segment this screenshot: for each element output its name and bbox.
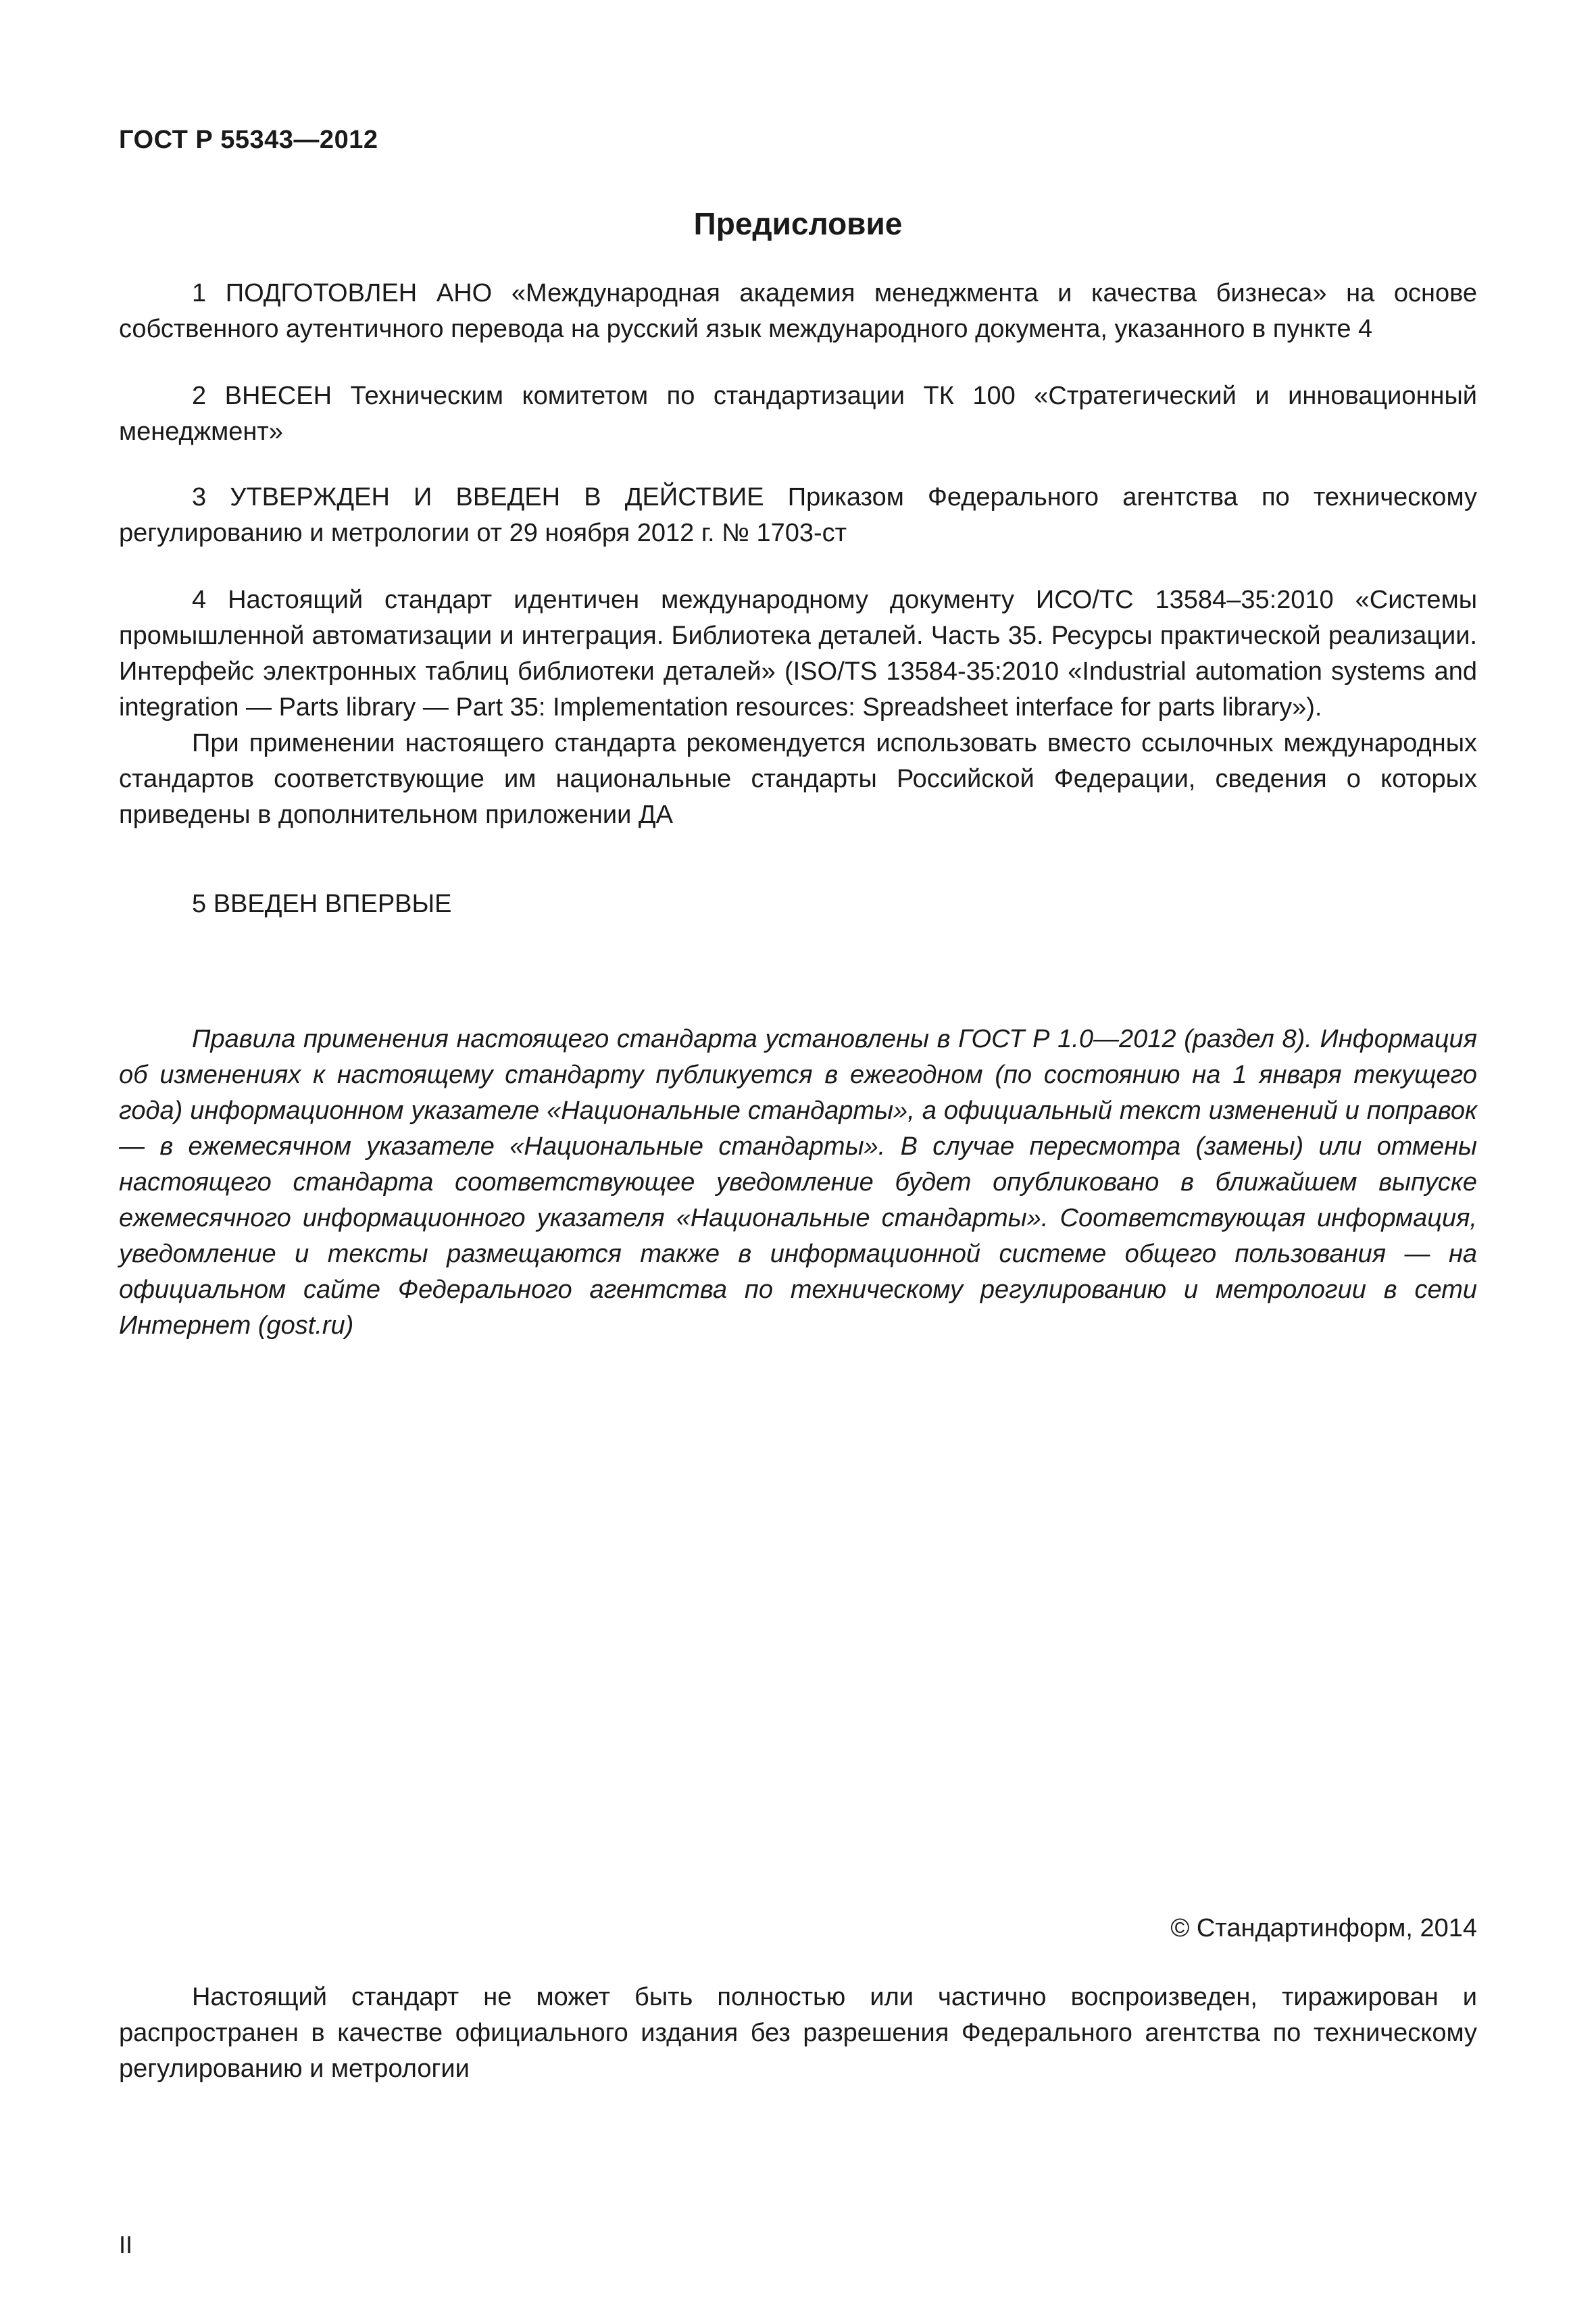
copyright-line: © Стандартинформ, 2014	[1170, 1914, 1477, 1942]
document-code: ГОСТ Р 55343—2012	[119, 126, 378, 154]
item-4-paragraph: 4 Настоящий стандарт идентичен международному документу ИСО/ТС 13584–35:2010 «Системы промышленной автоматизации и интеграция. Библиотека деталей. Часть 35. Ресурсы практической реализации. Интерфейс электронных таблиц библиотеки деталей» (ISO/TS 13584-35:2010 «Industrial automation systems and integration — Parts library — Part 35: Implementation resources: Spreadsheet interface for parts library»).	[119, 586, 1477, 722]
item-4-note-paragraph: При применении настоящего стандарта рекомендуется использовать вместо ссылочных международных стандартов соответствующие им национальные стандарты Российской Федерации, сведения о которых приведены в дополнительном приложении ДА	[119, 729, 1477, 829]
item-2-block	[119, 378, 1477, 450]
item-5-block	[119, 886, 1477, 922]
item-3-paragraph: 3 УТВЕРЖДЕН И ВВЕДЕН В ДЕЙСТВИЕ Приказом Федерального агентства по техническому регулированию и метрологии от 29 ноября 2012 г. № 1703-ст	[119, 483, 1477, 547]
reproduction-block	[119, 1980, 1477, 2087]
item-3-block	[119, 480, 1477, 551]
item-4-block	[119, 582, 1477, 833]
item-1-block	[119, 276, 1477, 347]
reproduction-paragraph: Настоящий стандарт не может быть полностью или частично воспроизведен, тиражирован и распространен в качестве официального издания без разрешения Федерального агентства по техническому регулированию и метрологии	[119, 1983, 1477, 2083]
usage-rules-paragraph: Правила применения настоящего стандарта установлены в ГОСТ Р 1.0—2012 (раздел 8). Информация об изменениях к настоящему стандарту публикуется в ежегодном (по состоянию на 1 января текущего года) информационном указателе «Национальные стандарты», а официальный текст изменений и поправок — в ежемесячном указателе «Национальные стандарты». В случае пересмотра (замены) или отмены настоящего стандарта соответствующее уведомление будет опубликовано в ближайшем выпуске ежемесячного информационного указателя «Национальные стандарты». Соответствующая информация, уведомление и тексты размещаются также в информационной системе общего пользования — на официальном сайте Федерального агентства по техническому регулированию и метрологии в сети Интернет (gost.ru)	[119, 1025, 1477, 1340]
page-number: II	[119, 2231, 133, 2259]
item-1-paragraph: 1 ПОДГОТОВЛЕН АНО «Международная академия менеджмента и качества бизнеса» на основе собственного аутентичного перевода на русский язык международного документа, указанного в пункте 4	[119, 279, 1477, 343]
item-5-paragraph: 5 ВВЕДЕН ВПЕРВЫЕ	[192, 890, 452, 918]
item-2-paragraph: 2 ВНЕСЕН Техническим комитетом по стандартизации ТК 100 «Стратегический и инновационный менеджмент»	[119, 382, 1477, 446]
usage-rules-block	[119, 1022, 1477, 1344]
page-title: Предисловие	[693, 206, 903, 241]
